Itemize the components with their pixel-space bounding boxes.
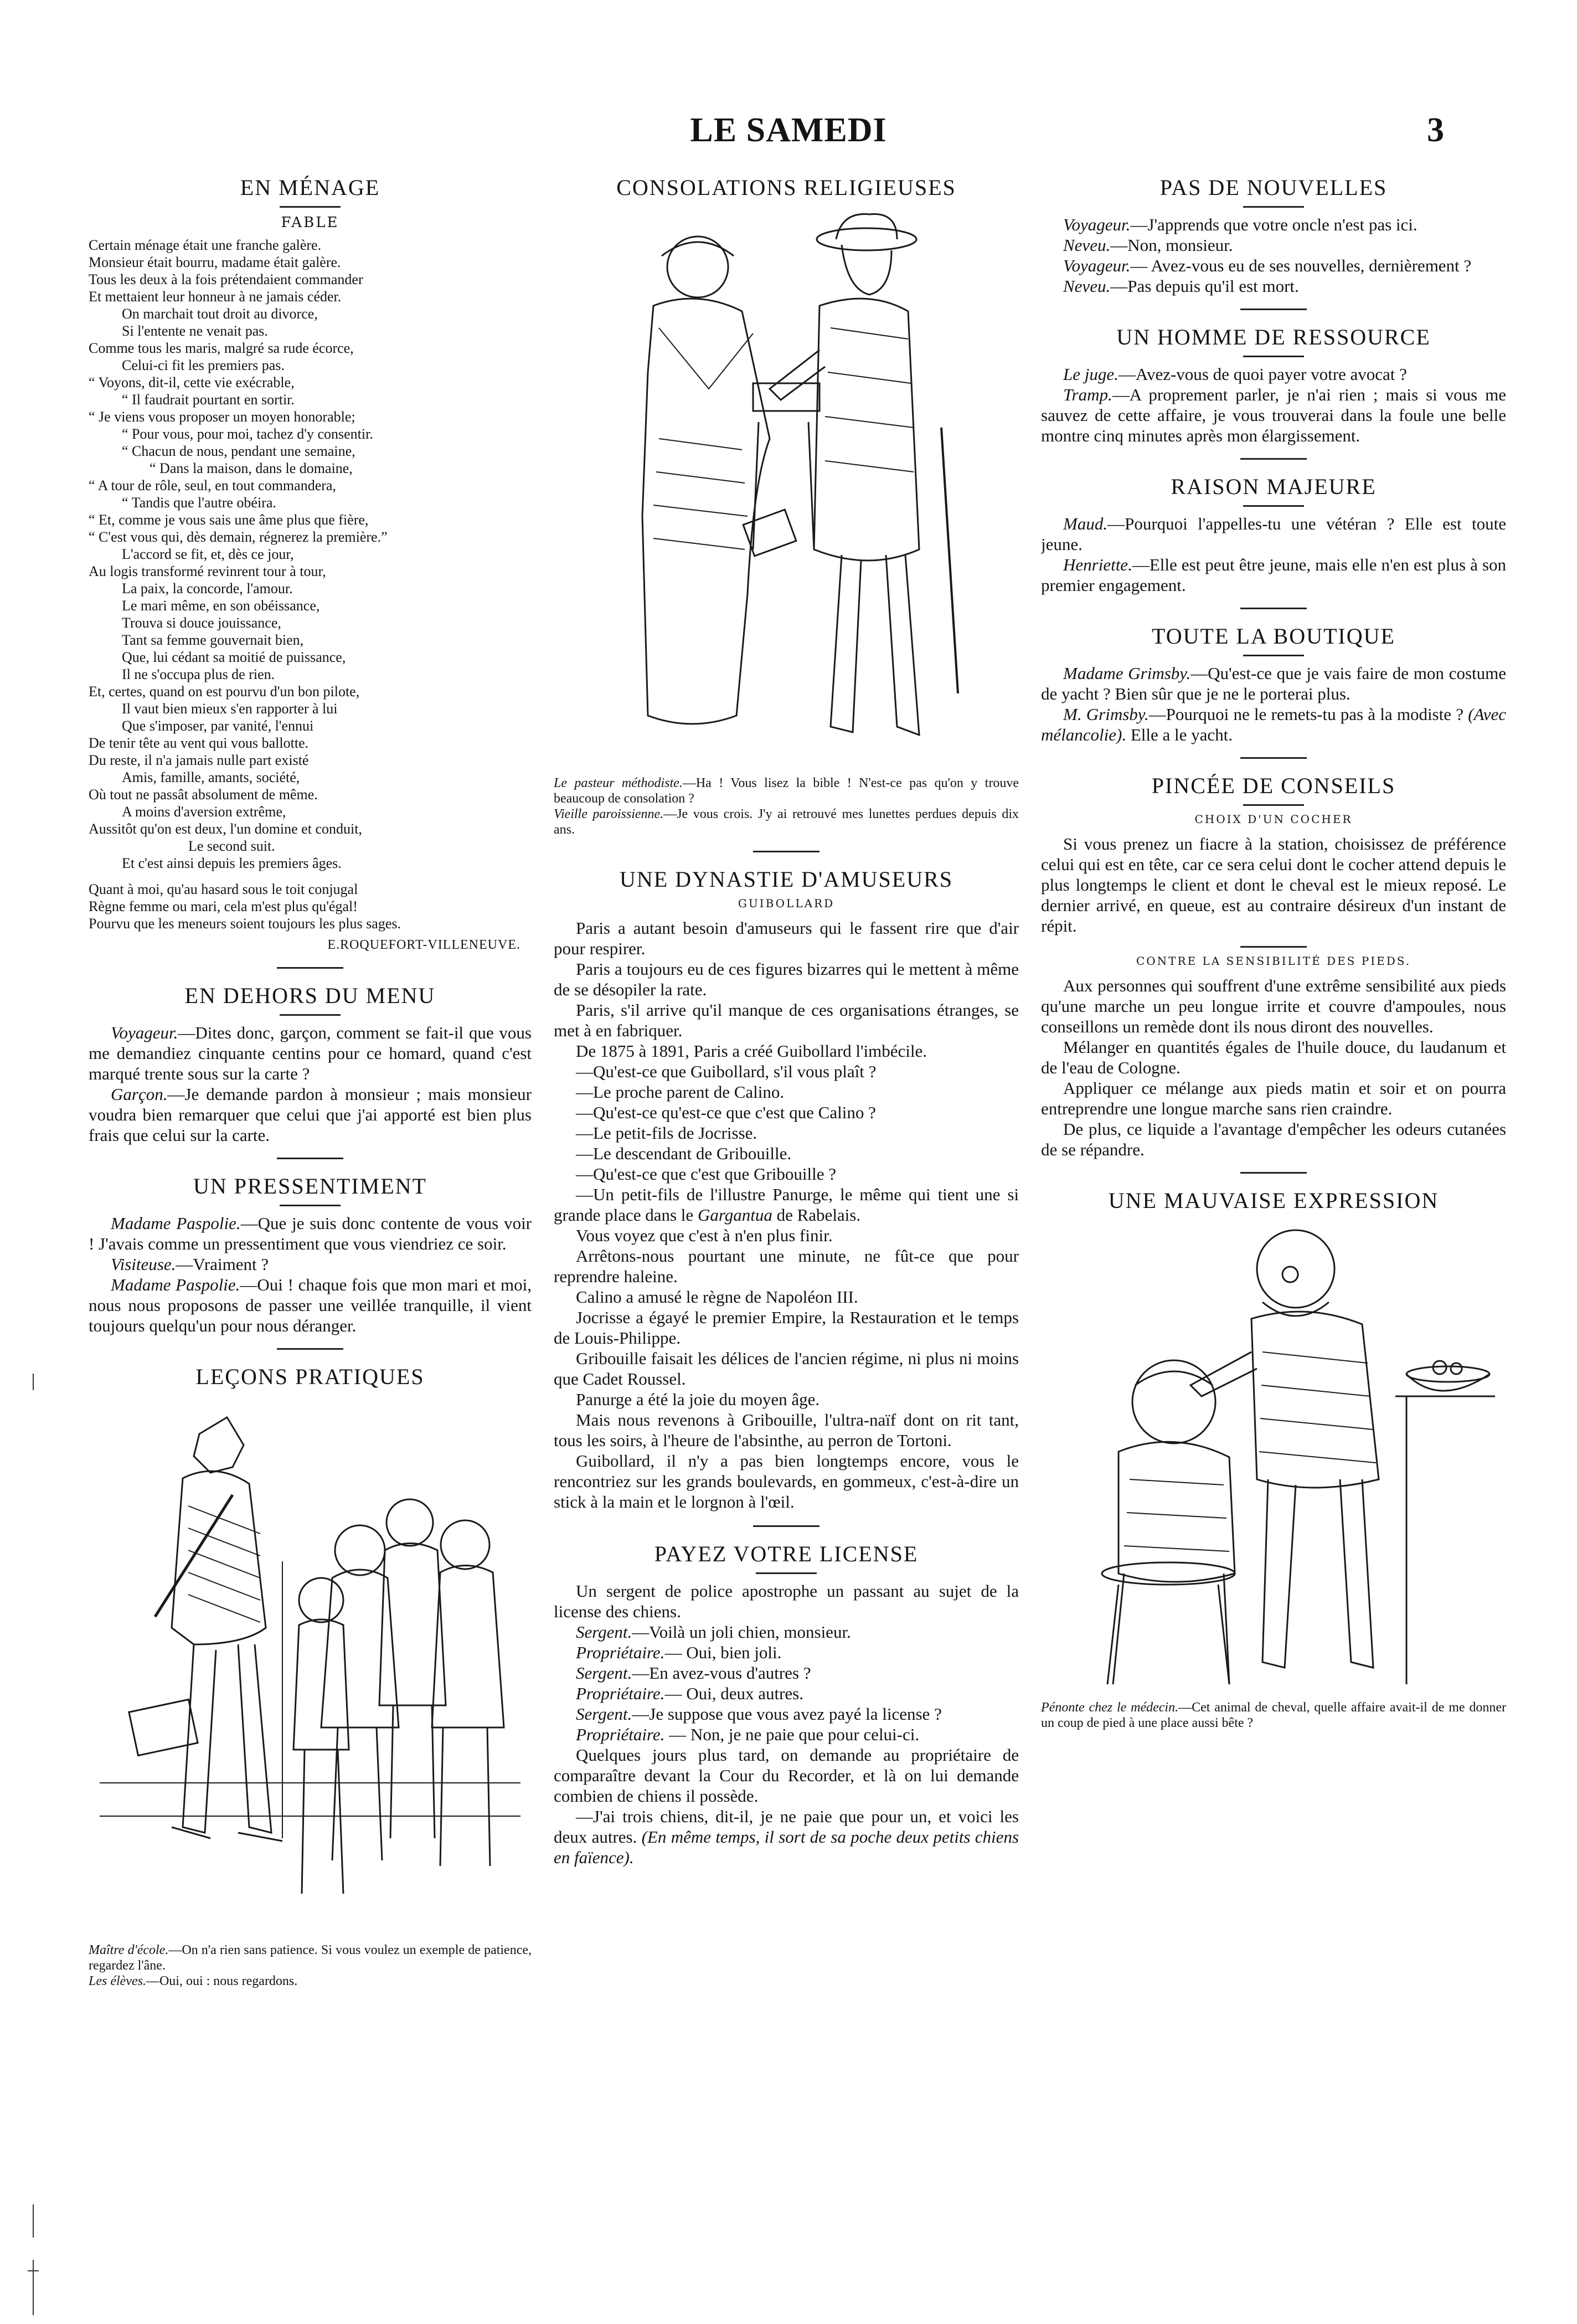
paragraph — [554, 1663, 1019, 1683]
poem-line: Amis, famille, amants, société, — [122, 769, 300, 785]
speech: — Non, je ne paie que pour celui-ci. — [664, 1725, 920, 1744]
paragraph: De 1875 à 1891, Paris a créé Guibollard l'imbécile. — [576, 1041, 927, 1061]
poem-line: “ Dans la maison, dans le domaine, — [150, 460, 353, 476]
pastor-and-parishioner-illustration — [609, 206, 963, 771]
section-title-une-dynastie-damuseurs: UNE DYNASTIE D'AMUSEURS — [619, 867, 954, 892]
speaker: Neveu. — [1063, 235, 1111, 255]
poem-line: Tous les deux à la fois prétendaient commander — [89, 271, 363, 287]
poem-line: “ Tandis que l'autre obéira. — [122, 495, 276, 511]
author-signature: E.ROQUEFORT-VILLENEUVE. — [327, 938, 520, 952]
poem-line: Que s'imposer, par vanité, l'ennui — [122, 718, 314, 734]
speaker: Vieille paroissienne. — [554, 807, 664, 821]
divider — [1243, 655, 1304, 656]
speaker: Voyageur. — [111, 1023, 178, 1042]
speaker: Pénonte chez le médecin. — [1041, 1700, 1179, 1715]
speech: —Non, monsieur. — [1110, 235, 1233, 255]
poem-line: Si l'entente ne venait pas. — [122, 323, 268, 339]
paragraph — [1041, 255, 1506, 276]
speech: —Je demande pardon à monsieur ; mais monsieur voudra bien remarquer que celui que j'ai apporté est bien plus frais que celui sur la carte. — [89, 1084, 532, 1145]
paragraph: —Le descendant de Gribouille. — [576, 1144, 792, 1163]
paragraph: Aux personnes qui souffrent d'une extrême sensibilité aux pieds qu'une marche un peu longue irrite et couvre d'ampoules, nous conseillons un remède dont ils nous diront des nouvelles. — [1041, 976, 1506, 1036]
paragraph — [1041, 513, 1506, 554]
speaker: Sergent. — [576, 1622, 632, 1642]
paragraph — [1041, 276, 1506, 296]
divider — [756, 1572, 817, 1574]
poem-line: Et mettaient leur honneur à ne jamais céder. — [89, 289, 342, 305]
speaker: Henriette. — [1063, 555, 1132, 574]
section-title-payez-votre-license: PAYEZ VOTRE LICENSE — [654, 1541, 919, 1566]
speech: —Je vous crois. J'y ai retrouvé mes lunettes perdues depuis dix ans. — [554, 807, 1019, 837]
speech: —En avez-vous d'autres ? — [632, 1663, 811, 1683]
speaker: Neveu. — [1063, 276, 1111, 296]
paragraph: Si vous prenez un fiacre à la station, choisissez de préférence celui qui est en tête, car ce sera celui dont le cocher attend depuis le plus longtemps le client et dont le cheval est le mieux reposé. Le dernier arrivé, en queue, est au contraire désireux d'un instant de répit. — [1041, 834, 1506, 935]
section-body — [1041, 214, 1506, 296]
divider — [1240, 1172, 1307, 1174]
paragraph — [1041, 554, 1506, 595]
illustration-caption — [1041, 1700, 1506, 1731]
section-body — [1041, 364, 1506, 446]
paragraph — [554, 1184, 1019, 1225]
speech: —Dites donc, garçon, comment se fait-il que vous me demandiez cinquante centins pour ce homard, quand c'est marqué trente sous sur la carte ? — [89, 1023, 532, 1083]
divider — [1240, 946, 1307, 948]
text: de Rabelais. — [772, 1205, 861, 1225]
poem-line: “ Et, comme je vous sais une âme plus que fière, — [89, 512, 369, 528]
margin-marks — [22, 1374, 44, 2315]
speaker: Maud. — [1063, 514, 1108, 533]
paragraph: Un sergent de police apostrophe un passant au sujet de la license des chiens. — [554, 1581, 1019, 1621]
speech: —Pourquoi l'appelles-tu une vétéran ? Elle est toute jeune. — [1041, 514, 1506, 554]
paragraph: Appliquer ce mélange aux pieds matin et soir et on pourra entreprendre une longue marche sans rien craindre. — [1041, 1078, 1506, 1118]
paragraph — [554, 1724, 1019, 1745]
paragraph — [554, 1642, 1019, 1663]
section-body — [1041, 975, 1506, 1160]
speech: —A proprement parler, je n'ai rien ; mais si vous me sauvez de cette affaire, je vous trouverai dans la foule une belle montre cinq minutes après mon élargissement. — [1041, 385, 1506, 445]
section-body — [1041, 513, 1506, 595]
poem-line: Il ne s'occupa plus de rien. — [122, 666, 275, 682]
speech: —Vraiment ? — [176, 1254, 269, 1274]
schoolmaster-illustration — [100, 1395, 520, 1938]
paragraph: —Le proche parent de Calino. — [576, 1082, 785, 1102]
speaker: Madame Grimsby. — [1063, 664, 1191, 683]
paragraph — [554, 1704, 1019, 1724]
divider — [1240, 458, 1307, 460]
speaker: Garçon. — [111, 1084, 168, 1104]
poem-line: “ Chacun de nous, pendant une semaine, — [122, 443, 355, 459]
speaker: Propriétaire. — [576, 1725, 665, 1744]
poem-line: Trouva si douce jouissance, — [122, 615, 281, 631]
poem-line: On marchait tout droit au divorce, — [122, 306, 318, 322]
poem-line: Au logis transformé revinrent tour à tour, — [89, 563, 326, 579]
paragraph — [554, 1806, 1019, 1868]
divider — [753, 851, 820, 852]
speaker: Propriétaire. — [576, 1684, 665, 1703]
paragraph: Mélanger en quantités égales de l'huile douce, du laudanum et de l'eau de Cologne. — [1041, 1037, 1506, 1077]
speech: —Oui ! chaque fois que mon mari et moi, nous nous proposons de passer une veillée tranquille, il vient toujours quelqu'un pour nous déranger. — [89, 1275, 532, 1335]
speech: —Oui, oui : nous regardons. — [146, 1974, 298, 1988]
poem-line: L'accord se fit, et, dès ce jour, — [122, 546, 294, 562]
paragraph: Arrêtons-nous pourtant une minute, ne fût-ce que pour reprendre haleine. — [554, 1246, 1019, 1286]
spacer — [89, 872, 532, 881]
paragraph: Paris a autant besoin d'amuseurs qui le fassent rire que d'air pour respirer. — [554, 918, 1019, 958]
poem-line: Le mari même, en son obéissance, — [122, 598, 320, 614]
fable-subtitle: FABLE — [281, 214, 339, 231]
section-body — [89, 1213, 532, 1336]
speech: — Oui, bien joli. — [664, 1643, 782, 1662]
divider — [277, 967, 343, 969]
speech: —Elle est peut être jeune, mais elle n'en est plus à son premier engagement. — [1041, 555, 1506, 595]
speech: —Ha ! Vous lisez la bible ! N'est-ce pas qu'on y trouve beaucoup de consolation ? — [554, 776, 1019, 806]
paragraph — [89, 1084, 532, 1145]
section-body — [554, 918, 1019, 1512]
paragraph — [1041, 704, 1506, 745]
section-title-pincee-de-conseils: PINCÉE DE CONSEILS — [1151, 773, 1396, 798]
poem-line: Certain ménage était une franche galère. — [89, 237, 322, 253]
speech: —Voilà un joli chien, monsieur. — [632, 1622, 851, 1642]
poem-line: “ Je viens vous proposer un moyen honorable; — [89, 409, 355, 425]
speech: —Que je suis donc contente de vous voir ! J'avais comme un pressentiment que vous viendriez ce soir. — [89, 1214, 532, 1253]
paragraph — [1041, 384, 1506, 446]
section-title-en-menage: EN MÉNAGE — [240, 175, 380, 200]
speaker: Maître d'école. — [89, 1943, 169, 1957]
page-number: 3 — [1427, 111, 1444, 149]
divider — [753, 1525, 820, 1527]
paragraph — [89, 1254, 532, 1274]
poem-line: Où tout ne passât absolument de même. — [89, 786, 318, 803]
poem-line: Il vaut bien mieux s'en rapporter à lui — [122, 701, 338, 717]
speaker: Sergent. — [576, 1663, 632, 1683]
poem-line: Règne femme ou mari, cela m'est plus qu'égal! — [89, 898, 358, 914]
paragraph: Guibollard, il n'y a pas bien longtemps encore, vous le rencontriez sur les grands boulevards, en gommeux, c'est-à-dire un stick à la main et le lorgnon à l'œil. — [554, 1451, 1019, 1511]
section-body — [1041, 834, 1506, 936]
divider — [1240, 608, 1307, 609]
divider — [1243, 356, 1304, 357]
poem-line: Aussitôt qu'on est deux, l'un domine et conduit, — [89, 821, 362, 837]
paragraph: Jocrisse a égayé le premier Empire, la Restauration et le temps de Louis-Philippe. — [554, 1308, 1019, 1348]
section-title-un-pressentiment: UN PRESSENTIMENT — [193, 1174, 427, 1199]
column-3 — [1041, 161, 1506, 2258]
divider — [280, 206, 341, 208]
subheading: CHOIX D'UN COCHER — [1194, 813, 1353, 826]
paragraph — [1041, 214, 1506, 235]
paragraph: —Qu'est-ce qu'est-ce que c'est que Calino ? — [576, 1103, 876, 1122]
poem-line: De tenir tête au vent qui vous ballotte. — [89, 735, 309, 751]
poem-line: “ Pour vous, pour moi, tachez d'y consentir. — [122, 426, 373, 442]
speech: —J'apprends que votre oncle n'est pas ici. — [1130, 215, 1418, 234]
paragraph: Mais nous revenons à Gribouille, l'ultra-naïf dont on rit tant, tous les soirs, à l'heure de l'absinthe, au perron de Tortoni. — [554, 1410, 1019, 1450]
section-title-raison-majeure: RAISON MAJEURE — [1171, 474, 1377, 499]
paragraph: —Qu'est-ce que c'est que Gribouille ? — [576, 1164, 836, 1184]
speech: — Oui, deux autres. — [664, 1684, 803, 1703]
illustration-caption — [89, 1942, 532, 1989]
paragraph — [554, 1622, 1019, 1642]
poem-line: Comme tous les maris, malgré sa rude écorce, — [89, 340, 354, 356]
speaker: Le juge. — [1063, 364, 1119, 384]
speech: —J'ai trois chiens, dit-il, je ne paie que pour un, et voici les deux autres. — [554, 1807, 1019, 1847]
masthead — [0, 111, 1577, 155]
stage-direction: (En même temps, il sort de sa poche deux petits chiens en faïence). — [554, 1827, 1019, 1867]
speaker: Sergent. — [576, 1704, 632, 1724]
speech: —Cet animal de cheval, quelle affaire avait-il de me donner un coup de pied à une place aussi bête ? — [1041, 1700, 1506, 1730]
divider — [1240, 309, 1307, 310]
speech: —Je suppose que vous avez payé la license ? — [632, 1704, 942, 1724]
speaker: Le pasteur méthodiste. — [554, 776, 683, 790]
section-title-consolations-religieuses: CONSOLATIONS RELIGIEUSES — [616, 175, 956, 200]
divider — [1243, 505, 1304, 507]
poem-line: Et, certes, quand on est pourvu d'un bon pilote, — [89, 683, 360, 700]
poem-line: Monsieur était bourru, madame était galère. — [89, 254, 341, 270]
speaker: Voyageur. — [1063, 215, 1131, 234]
paragraph — [1041, 364, 1506, 384]
speech: —Qu'est-ce que je vais faire de mon costume de yacht ? Bien sûr que je ne le porterai plus. — [1041, 664, 1506, 703]
paragraph: De plus, ce liquide a l'avantage d'empêcher les odeurs cutanées de se répandre. — [1041, 1119, 1506, 1159]
speech: — Avez-vous eu de ses nouvelles, dernièrement ? — [1130, 256, 1472, 275]
divider — [1243, 804, 1304, 806]
poem-line: Celui-ci fit les premiers pas. — [122, 357, 285, 373]
section-title-lecons-pratiques: LEÇONS PRATIQUES — [195, 1364, 425, 1389]
speaker: Madame Paspolie. — [111, 1214, 241, 1233]
section-title-une-mauvaise-expression: UNE MAUVAISE EXPRESSION — [1108, 1188, 1439, 1213]
poem-line: Pourvu que les meneurs soient toujours les plus sages. — [89, 916, 401, 932]
divider — [280, 1014, 341, 1016]
stage-direction: (Avec mélancolie). — [1041, 705, 1506, 744]
speech: —Pourquoi ne le remets-tu pas à la modiste ? — [1148, 705, 1468, 724]
poem-line: Quant à moi, qu'au hasard sous le toit conjugal — [89, 881, 358, 897]
poem-line: “ Il faudrait pourtant en sortir. — [122, 392, 295, 408]
text: —Un petit-fils de l'illustre Panurge, le même qui tient une si grande place dans le — [554, 1185, 1019, 1225]
illustration-caption — [554, 775, 1019, 837]
poem-line: La paix, la concorde, l'amour. — [122, 580, 293, 597]
paragraph — [554, 1683, 1019, 1704]
divider — [277, 1348, 343, 1350]
speaker: Les élèves. — [89, 1974, 146, 1988]
speech: —Pas depuis qu'il est mort. — [1110, 276, 1299, 296]
speaker: Madame Paspolie. — [111, 1275, 240, 1294]
paragraph: Calino a amusé le règne de Napoléon III. — [576, 1287, 858, 1307]
poem-line: “ A tour de rôle, seul, en tout commandera, — [89, 477, 336, 493]
subheading: CONTRE LA SENSIBILITÉ DES PIEDS. — [1136, 954, 1411, 968]
section-body — [554, 1581, 1019, 1868]
speaker: Propriétaire. — [576, 1643, 665, 1662]
paragraph — [89, 1022, 532, 1084]
divider — [1243, 206, 1304, 208]
divider — [1240, 757, 1307, 759]
poem-line: “ C'est vous qui, dès demain, régnerez la première.” — [89, 529, 388, 545]
paragraph: —Qu'est-ce que Guibollard, s'il vous plaît ? — [576, 1062, 877, 1081]
paragraph: Paris, s'il arrive qu'il manque de ces organisations étranges, se met à en fabriquer. — [554, 1000, 1019, 1040]
column-1 — [89, 161, 532, 2258]
doctor-patient-illustration — [1052, 1219, 1495, 1695]
section-body — [1041, 663, 1506, 745]
section-title-en-dehors-du-menu: EN DEHORS DU MENU — [184, 983, 436, 1008]
speaker: Visiteuse. — [111, 1254, 176, 1274]
poem-line: Que, lui cédant sa moitié de puissance, — [122, 649, 346, 665]
poem-line: Du reste, il n'a jamais nulle part existé — [89, 752, 309, 768]
speech: —On n'a rien sans patience. Si vous voulez un exemple de patience, regardez l'âne. — [89, 1943, 532, 1973]
section-title-pas-de-nouvelles: PAS DE NOUVELLES — [1159, 175, 1388, 200]
paragraph — [1041, 663, 1506, 704]
paragraph — [89, 1274, 532, 1336]
section-body — [89, 1022, 532, 1145]
paragraph: Panurge a été la joie du moyen âge. — [576, 1390, 820, 1409]
fable-poem — [89, 236, 532, 932]
paragraph — [1041, 235, 1506, 255]
column-2 — [554, 161, 1019, 2258]
poem-line: Le second suit. — [188, 838, 275, 854]
paragraph — [89, 1213, 532, 1254]
divider — [280, 1205, 341, 1206]
speaker: M. Grimsby. — [1063, 705, 1149, 724]
newspaper-title: LE SAMEDI — [690, 111, 887, 149]
book-title: Gargantua — [697, 1205, 772, 1225]
speaker: Tramp. — [1063, 385, 1112, 404]
subheading: GUIBOLLARD — [738, 897, 835, 910]
paragraph: —Le petit-fils de Jocrisse. — [576, 1123, 757, 1143]
section-title-un-homme-de-ressource: UN HOMME DE RESSOURCE — [1116, 325, 1431, 349]
paragraph: Paris a toujours eu de ces figures bizarres qui le mettent à même de se désopiler la rate. — [554, 959, 1019, 999]
speech: Elle a le yacht. — [1126, 725, 1233, 744]
poem-line: Tant sa femme gouvernait bien, — [122, 632, 304, 648]
paragraph: Vous voyez que c'est à n'en plus finir. — [576, 1226, 833, 1245]
speaker: Voyageur. — [1063, 256, 1131, 275]
paragraph: Quelques jours plus tard, on demande au propriétaire de comparaître devant la Cour du Recorder, et là on lui demande combien de chiens il possède. — [554, 1745, 1019, 1806]
section-title-toute-la-boutique: TOUTE LA BOUTIQUE — [1152, 624, 1395, 649]
poem-line: A moins d'aversion extrême, — [122, 804, 286, 820]
poem-line: “ Voyons, dit-il, cette vie exécrable, — [89, 374, 295, 390]
speech: —Avez-vous de quoi payer votre avocat ? — [1118, 364, 1407, 384]
divider — [277, 1158, 343, 1159]
paragraph: Gribouille faisait les délices de l'ancien régime, ni plus ni moins que Cadet Roussel. — [554, 1349, 1019, 1389]
poem-line: Et c'est ainsi depuis les premiers âges. — [122, 855, 342, 871]
